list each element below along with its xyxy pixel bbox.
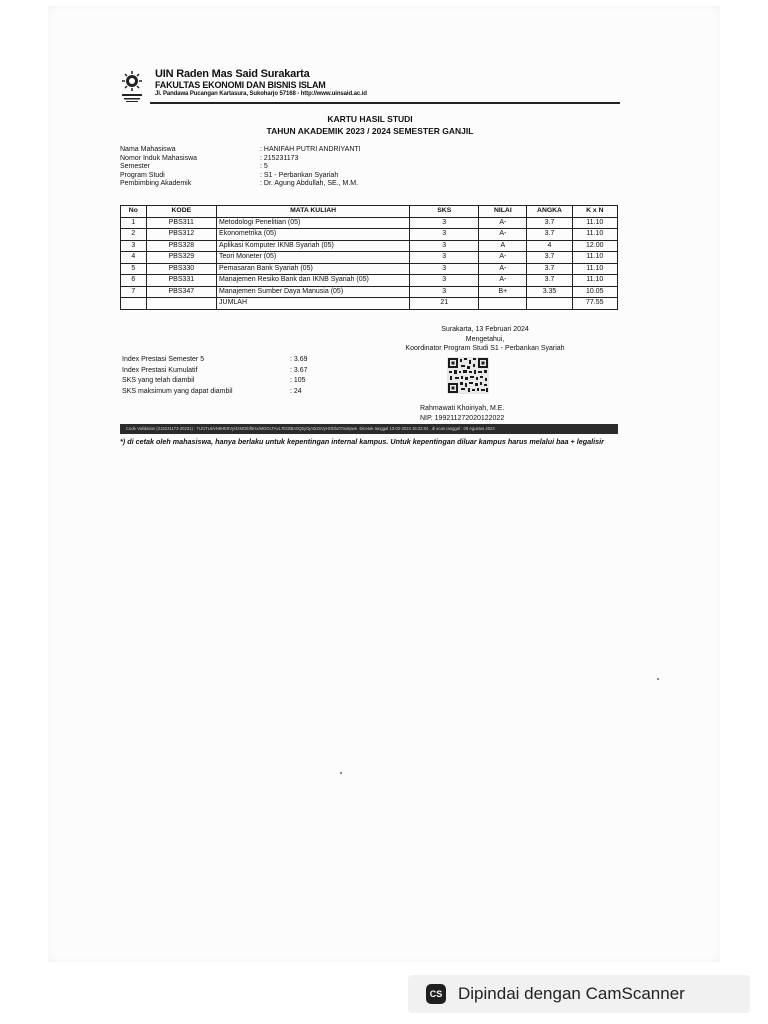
- cell-empty: [146, 298, 216, 310]
- cell-empty: [121, 298, 147, 310]
- stat-label: SKS maksimum yang dapat diambil: [122, 387, 233, 395]
- table-row: [121, 252, 618, 264]
- qr-code-icon: [447, 357, 489, 394]
- place-date: Surakarta, 13 Februari 2024: [441, 326, 529, 333]
- cell-no: 6: [121, 275, 147, 287]
- cell-sks: 3: [410, 275, 479, 287]
- table-row: [121, 263, 618, 275]
- camscanner-badge: [408, 975, 750, 1013]
- stat-value: : 24: [290, 387, 302, 395]
- scan-speck: [657, 678, 659, 680]
- cell-kode: PBS330: [146, 263, 216, 275]
- cell-kode: PBS331: [146, 275, 216, 287]
- stat-value: : 3.69: [290, 356, 308, 363]
- signature-block: [370, 325, 600, 354]
- info-row: [120, 180, 480, 189]
- stat-value: : 105: [290, 377, 306, 385]
- university-logo-icon: [118, 70, 146, 104]
- cell-sks: 3: [410, 252, 479, 264]
- student-info: [120, 146, 480, 189]
- stat-value: : 3.67: [290, 366, 308, 374]
- cell-sks: 3: [410, 217, 479, 229]
- total-kxn: 77.55: [572, 298, 617, 310]
- faculty-name: FAKULTAS EKONOMI DAN BISNIS ISLAM: [155, 80, 326, 90]
- info-value: : Dr. Agung Abdullah, SE., M.M.: [260, 180, 359, 188]
- table-row: [121, 286, 618, 298]
- coordinator-title: Koordinator Program Studi S1 - Perbankan Syariah: [405, 345, 565, 353]
- total-label: JUMLAH: [217, 298, 410, 310]
- cell-kxn: 11.10: [572, 217, 617, 229]
- cell-mata-kuliah: Metodologi Penelitian (05): [217, 217, 410, 229]
- info-value: : 215231173: [260, 154, 299, 162]
- cell-mata-kuliah: Ekonometrika (05): [217, 229, 410, 241]
- header-sks: SKS: [410, 206, 479, 218]
- cell-angka: 3.7: [527, 263, 572, 275]
- info-row: [120, 163, 480, 172]
- table-row: [121, 229, 618, 241]
- grades-table: [120, 205, 618, 310]
- header-kode: KODE: [146, 206, 216, 218]
- camscanner-icon: CS: [426, 984, 446, 1004]
- info-label: Semester: [120, 163, 150, 171]
- info-label: Nomor Induk Mahasiswa: [120, 154, 198, 162]
- cell-kxn: 11.10: [572, 275, 617, 287]
- stat-label: Index Prestasi Semester 5: [122, 356, 205, 363]
- info-label: Nama Mahasiswa: [120, 146, 176, 153]
- cell-nilai: A-: [479, 263, 527, 275]
- cell-empty: [527, 298, 572, 310]
- cell-no: 4: [121, 252, 147, 264]
- cell-sks: 3: [410, 240, 479, 252]
- header-mata-kuliah: MATA KULIAH: [217, 206, 410, 218]
- camscanner-text: Dipindai dengan CamScanner: [458, 984, 685, 1003]
- cell-empty: [479, 298, 527, 310]
- cell-kxn: 11.10: [572, 229, 617, 241]
- cell-kxn: 10.05: [572, 286, 617, 298]
- stat-row: [122, 366, 308, 377]
- total-sks: 21: [410, 298, 479, 310]
- cell-angka: 3.7: [527, 217, 572, 229]
- info-value: : S1 - Perbankan Syariah: [260, 171, 339, 179]
- cell-nilai: A-: [479, 229, 527, 241]
- cell-kxn: 11.10: [572, 263, 617, 275]
- table-total-row: [121, 298, 618, 310]
- title-line-2: TAHUN AKADEMIK 2023 / 2024 SEMESTER GANJIL: [266, 126, 474, 136]
- stat-row: [122, 387, 308, 398]
- cell-angka: 3.7: [527, 252, 572, 264]
- cell-kode: PBS311: [146, 217, 216, 229]
- info-row: [120, 146, 480, 155]
- cell-mata-kuliah: Pemasaran Bank Syariah (05): [217, 263, 410, 275]
- cell-no: 3: [121, 240, 147, 252]
- cell-nilai: A-: [479, 275, 527, 287]
- cell-nilai: B+: [479, 286, 527, 298]
- cell-angka: 3.7: [527, 229, 572, 241]
- title-line-1: KARTU HASIL STUDI: [327, 114, 413, 124]
- header-nilai: NILAI: [479, 206, 527, 218]
- table-row: [121, 240, 618, 252]
- info-row: [120, 155, 480, 164]
- table-header-row: [121, 206, 618, 218]
- cell-angka: 4: [527, 240, 572, 252]
- cell-no: 2: [121, 229, 147, 241]
- cell-sks: 3: [410, 286, 479, 298]
- letterhead-divider: [150, 102, 620, 104]
- cell-angka: 3.35: [527, 286, 572, 298]
- stat-label: Index Prestasi Kumulatif: [122, 366, 198, 374]
- cell-nilai: A-: [479, 217, 527, 229]
- table-row: [121, 217, 618, 229]
- cell-sks: 3: [410, 229, 479, 241]
- document-title: [200, 113, 540, 137]
- table-row: [121, 275, 618, 287]
- signer-block: [420, 404, 504, 423]
- header-angka: ANGKA: [527, 206, 572, 218]
- header-no: No: [121, 206, 147, 218]
- info-label: Program Studi: [120, 171, 165, 179]
- info-label: Pembimbing Akademik: [120, 180, 192, 188]
- cell-kode: PBS347: [146, 286, 216, 298]
- stat-label: SKS yang telah diambil: [122, 377, 195, 385]
- signer-name: Rahmawati Khoiriyah, M.E.: [420, 405, 505, 412]
- cell-nilai: A: [479, 240, 527, 252]
- cell-kode: PBS328: [146, 240, 216, 252]
- cell-mata-kuliah: Manajemen Sumber Daya Manusia (05): [217, 286, 410, 298]
- cell-mata-kuliah: Manajemen Resiko Bank dan IKNB Syariah (05): [217, 275, 410, 287]
- cell-kxn: 12.00: [572, 240, 617, 252]
- stat-row: [122, 355, 308, 366]
- cell-no: 1: [121, 217, 147, 229]
- cell-no: 7: [121, 286, 147, 298]
- acknowledged-text: Mengetahui,: [465, 335, 505, 343]
- cell-kode: PBS329: [146, 252, 216, 264]
- faculty-address: Jl. Pandawa Pucangan Kartasura, Sukoharjo 57168 - http://www.uinsaid.ac.id: [155, 91, 367, 97]
- stat-row: [122, 376, 308, 387]
- info-row: [120, 172, 480, 181]
- cell-mata-kuliah: Teori Moneter (05): [217, 252, 410, 264]
- cell-sks: 3: [410, 263, 479, 275]
- footnote: *) di cetak oleh mahasiswa, hanya berlaku untuk kepentingan internal kampus. Untuk kepentingan diluar kampus harus melalui baa + legalisir: [120, 437, 604, 446]
- info-value: : 5: [260, 163, 268, 171]
- info-value: : HANIFAH PUTRI ANDRIYANTI: [260, 146, 361, 153]
- validation-code-bar: Code Validation (215231173-20231) : 7U/1TL8/vN6HE9Vy/4zMOIbf5Hx/MOGLTAvL7Et2lBA0QbyOjA0iZsVyHODlu0Tox8pwe. Dicetak tanggal 13-02-2024 16:32:04 , di scan tanggal : 08 Agustus 2023: [120, 424, 618, 434]
- cell-angka: 3.7: [527, 275, 572, 287]
- header-kxn: K x N: [572, 206, 617, 218]
- cell-nilai: A-: [479, 252, 527, 264]
- cell-no: 5: [121, 263, 147, 275]
- scan-speck: [340, 772, 342, 774]
- cell-mata-kuliah: Aplikasi Komputer IKNB Syariah (05): [217, 240, 410, 252]
- university-name: UIN Raden Mas Said Surakarta: [155, 68, 310, 80]
- cell-kode: PBS312: [146, 229, 216, 241]
- signer-nip: NIP. 199211272020122022: [420, 414, 505, 422]
- cell-kxn: 11.10: [572, 252, 617, 264]
- academic-stats: [122, 355, 308, 397]
